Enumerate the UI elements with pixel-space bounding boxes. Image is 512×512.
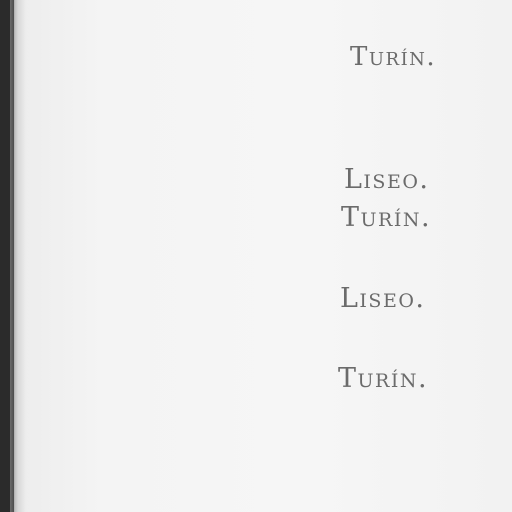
- speaker-name-liseo: Liseo.: [340, 283, 426, 314]
- paper-fold-shadow: [16, 0, 26, 512]
- speaker-name-turin: Turín.: [341, 202, 432, 233]
- speaker-name-liseo: Liseo.: [344, 164, 430, 195]
- speaker-name-turin: Turín.: [338, 363, 429, 394]
- binding-edge: [0, 0, 14, 512]
- speaker-name-turin: Turín.: [350, 42, 437, 72]
